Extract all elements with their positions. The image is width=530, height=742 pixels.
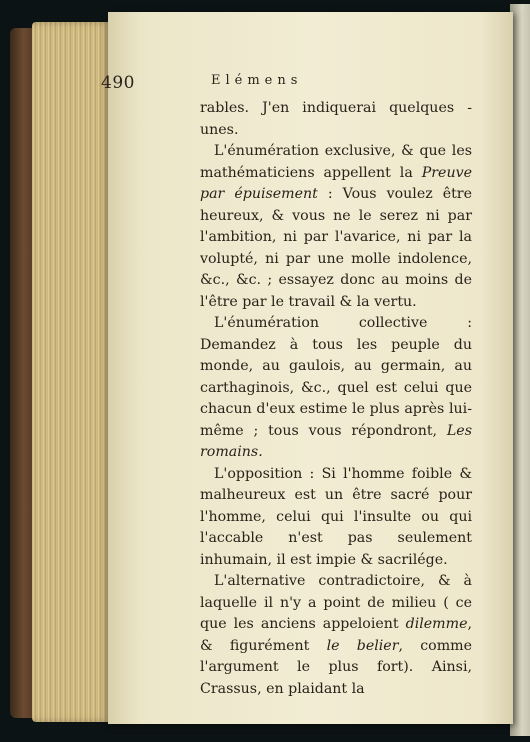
italic-term: le belier — [326, 637, 399, 654]
page-text — [200, 98, 472, 700]
paragraph-exclusive-enumeration — [200, 141, 472, 313]
paragraph-collective-enumeration — [200, 313, 472, 464]
next-page-edge — [510, 4, 530, 736]
paragraph-text: rables. J'en indiquerai quelques - unes. — [200, 100, 472, 138]
page-header — [101, 73, 451, 95]
page-edges — [32, 22, 112, 722]
paragraph-text: , comme l'argument le plus fort). Ainsi, Crassus, en plaidant la — [200, 637, 472, 697]
paragraph-text: , & figurément — [200, 616, 472, 654]
paragraph-alternative — [200, 571, 472, 700]
paragraph-text: L'énumération collective : Demandez à tous les peuple du monde, au gaulois, au germain, au carthaginois, &c., quel est celui que chacun d'eux estime le plus après lui-même ; tous vous répondront, — [200, 315, 472, 439]
italic-term: dilemme — [405, 616, 468, 632]
paragraph-text: : Vous voulez être heureux, & vous ne le serez ni par l'ambition, ni par l'avarice, ni par la volupté, ni par une molle indolence, &c., &c. ; essayez donc au moins de l'être par le travail & la vertu. — [200, 186, 472, 310]
paragraph-text: L'opposition : Si l'homme foible & malheureux est un être sacré pour l'homme, celui qui l'insulte ou qui l'accable n'est pas seulement inhumain, il est impie & sacrilége. — [200, 465, 472, 568]
paragraph-text: L'énumération exclusive, & que les mathématiciens appellent la — [200, 143, 472, 181]
paragraph-text: L'alternative contradictoire, & à laquelle il n'y a point de milieu ( ce que les anciens appeloient — [200, 573, 472, 632]
paragraph-continuation — [200, 98, 472, 141]
italic-term: Preuve par épuisement — [200, 164, 472, 202]
italic-term: Les romains. — [200, 422, 472, 460]
paragraph-opposition — [200, 464, 472, 572]
page-number: 490 — [101, 73, 135, 93]
running-title: Elémens — [211, 73, 303, 88]
